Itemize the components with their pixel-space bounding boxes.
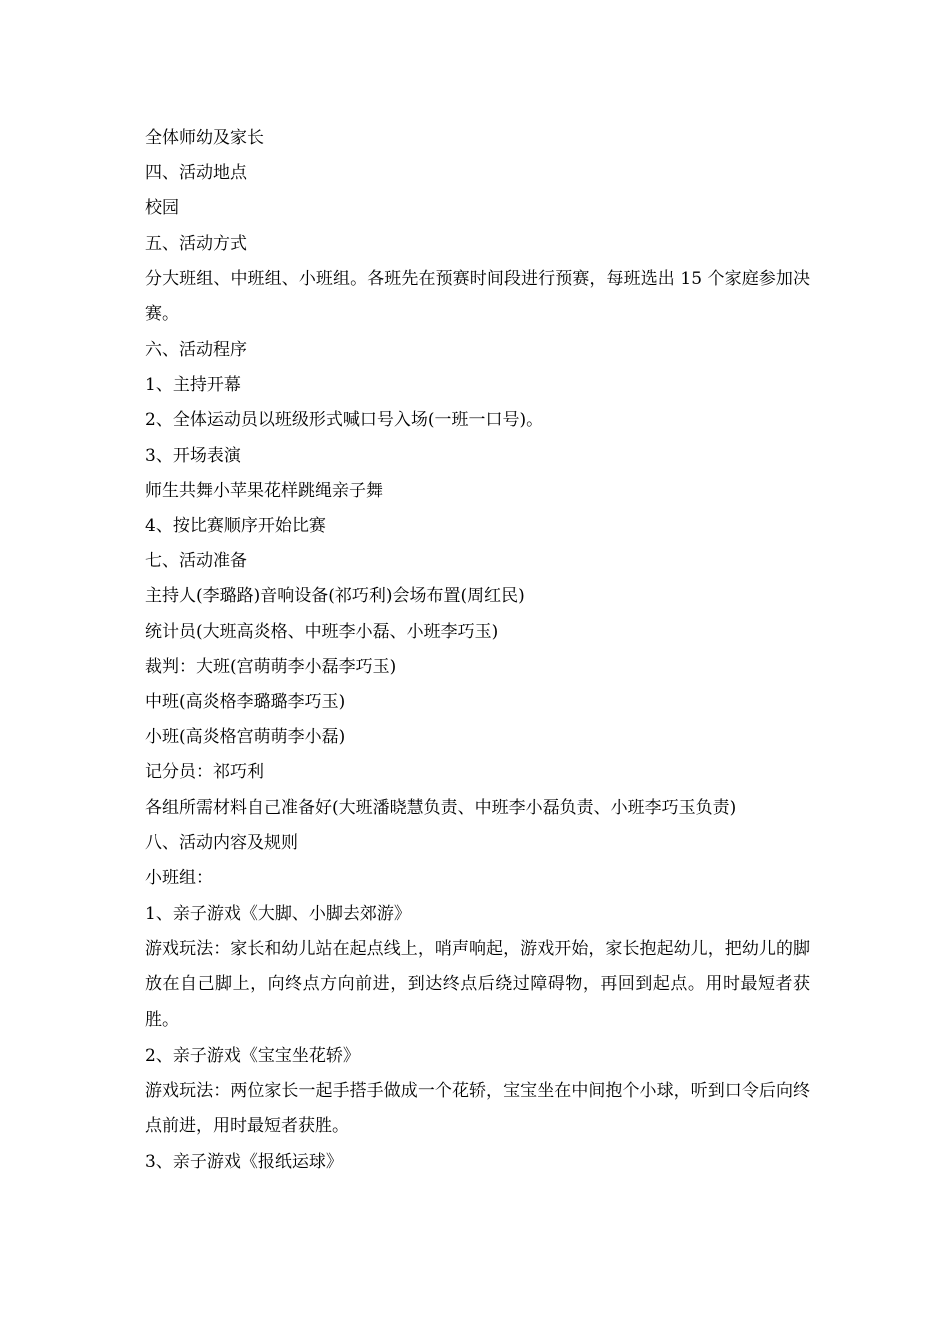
text-line: 记分员：祁巧利: [145, 762, 264, 783]
text-paragraph: 游戏玩法：两位家长一起手搭手做成一个花轿，宝宝坐在中间抱个小球，听到口令后向终点前进，用时最短者获胜。: [145, 1080, 810, 1137]
text-line: 中班(高炎格李璐璐李巧玉): [145, 692, 346, 713]
text-paragraph: 各组所需材料自己准备好(大班潘晓慧负责、中班李小磊负责、小班李巧玉负责): [145, 797, 737, 818]
list-item: 3、开场表演: [145, 445, 241, 466]
text-paragraph: 分大班组、中班组、小班组。各班先在预赛时间段进行预赛，每班选出 15 个家庭参加决赛。: [145, 268, 810, 325]
text-line: 全体师幼及家长: [145, 128, 264, 148]
list-item: 4、按比赛顺序开始比赛: [145, 516, 326, 537]
list-item: 2、全体运动员以班级形式喊口号入场(一班一口号)。: [145, 410, 544, 431]
section-heading: 八、活动内容及规则: [145, 833, 298, 854]
section-heading: 四、活动地点: [145, 163, 247, 184]
list-item: 3、亲子游戏《报纸运球》: [145, 1152, 343, 1173]
text-line: 统计员(大班高炎格、中班李小磊、小班李巧玉): [145, 621, 499, 642]
list-item: 2、亲子游戏《宝宝坐花轿》: [145, 1045, 360, 1066]
text-line: 师生共舞小苹果花样跳绳亲子舞: [145, 480, 383, 501]
text-line: 主持人(李璐路)音响设备(祁巧利)会场布置(周红民): [145, 586, 525, 607]
text-line: 小班组：: [145, 868, 213, 889]
section-heading: 五、活动方式: [145, 233, 247, 254]
text-line: 小班(高炎格宫萌萌李小磊): [145, 727, 346, 748]
list-item: 1、主持开幕: [145, 375, 241, 396]
list-item: 1、亲子游戏《大脚、小脚去郊游》: [145, 903, 411, 924]
section-heading: 六、活动程序: [145, 340, 247, 360]
section-heading: 七、活动准备: [145, 551, 247, 572]
text-line: 校园: [145, 198, 179, 219]
text-line: 裁判：大班(宫萌萌李小磊李巧玉): [145, 656, 397, 677]
text-paragraph: 游戏玩法：家长和幼儿站在起点线上，哨声响起，游戏开始，家长抱起幼儿，把幼儿的脚放在自己脚上，向终点方向前进，到达终点后绕过障碍物，再回到起点。用时最短者获胜。: [145, 938, 810, 1031]
document-page: [145, 121, 810, 1180]
